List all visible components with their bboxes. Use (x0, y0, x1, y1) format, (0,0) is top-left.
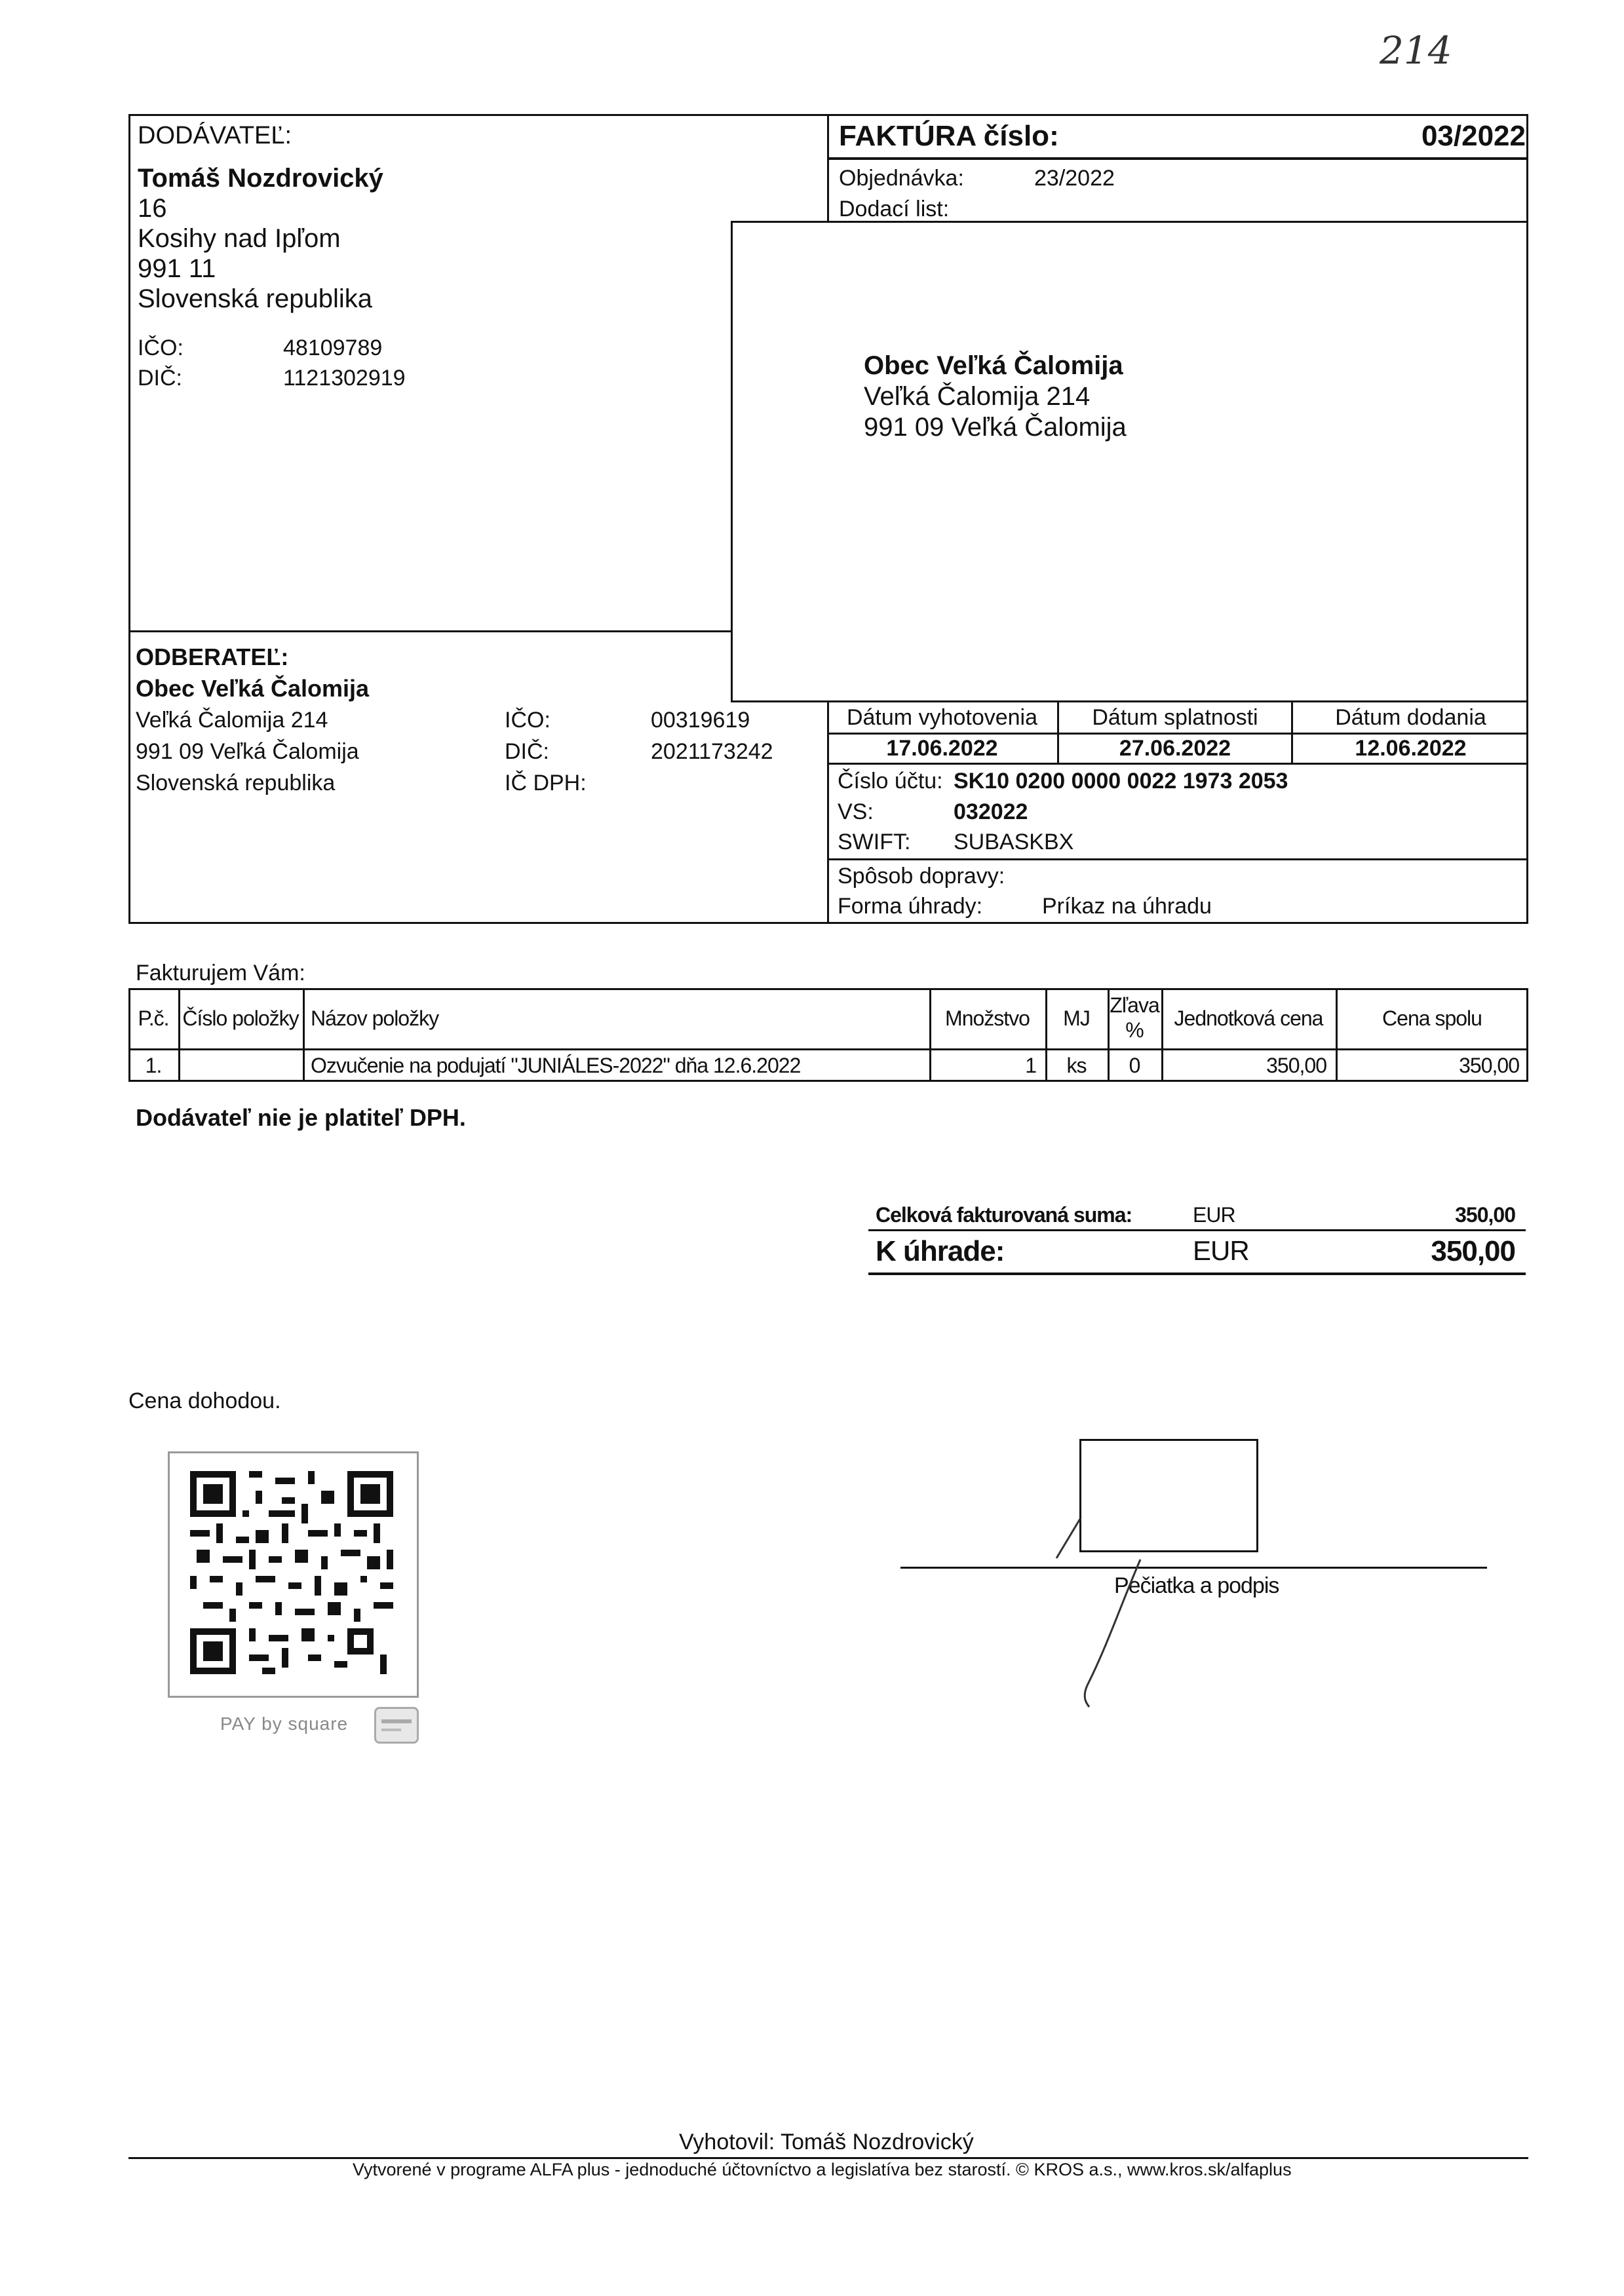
table-row-code (178, 1050, 303, 1082)
totals-rule-1 (868, 1229, 1526, 1231)
issue-date-label: Dátum vyhotovenia (846, 705, 1038, 730)
handwritten-page-number: 214 (1380, 28, 1452, 73)
col-header-qty: Množstvo (945, 1006, 1030, 1030)
supplier-country: Slovenská republika (138, 284, 372, 313)
totals-rule-2 (868, 1272, 1526, 1275)
vs-label: VS: (838, 799, 874, 824)
customer-ico-label: IČO: (505, 708, 551, 733)
invoiced-total-amount: 350,00 (1455, 1203, 1515, 1227)
items-intro: Fakturujem Vám: (136, 961, 305, 985)
col-header-discount (1108, 995, 1161, 1041)
invoiced-total-currency: EUR (1193, 1203, 1235, 1227)
vs-value: 032022 (954, 799, 1028, 824)
dates-bottom-rule (827, 763, 1528, 765)
swift-value: SUBASKBX (954, 830, 1074, 854)
table-row-total: 350,00 (1459, 1054, 1519, 1077)
invoiced-total-label: Celková fakturovaná suma: (876, 1203, 1132, 1227)
supplier-ico-label: IČO: (138, 335, 184, 360)
supplier-street: 16 (138, 194, 167, 223)
amount-due: 350,00 (1431, 1235, 1515, 1267)
customer-separator (128, 630, 733, 632)
due-date-label: Dátum splatnosti (1092, 705, 1258, 730)
customer-ico: 00319619 (651, 708, 750, 733)
supplier-name: Tomáš Nozdrovický (138, 164, 383, 193)
footer-rule (128, 2157, 1528, 2159)
supplier-city: Kosihy nad Ipľom (138, 224, 341, 253)
qr-caption: PAY by square (220, 1713, 349, 1734)
recipient-street: Veľká Čalomija 214 (864, 382, 1091, 411)
col-header-pc: P.č. (138, 1006, 169, 1030)
software-credit: Vytvorené v programe ALFA plus - jednoduché účtovníctvo a legislatíva bez starostí. © KROS a.s., www.kros.sk/alfaplus (353, 2160, 1292, 2179)
due-date: 27.06.2022 (1119, 736, 1231, 761)
recipient-name: Obec Veľká Čalomija (864, 351, 1123, 380)
col-header-discount-line2: % (1125, 1018, 1144, 1042)
payment-method: Príkaz na úhradu (1042, 894, 1212, 919)
table-row-unit: ks (1066, 1054, 1087, 1077)
col-header-name: Názov položky (311, 1006, 439, 1030)
col-header-unit: MJ (1063, 1006, 1090, 1030)
delivery-date-label: Dátum dodania (1335, 705, 1486, 730)
swift-label: SWIFT: (838, 830, 911, 854)
invoice-title-rule (827, 157, 1528, 160)
customer-heading: ODBERATEĽ: (136, 643, 289, 670)
payment-divider (827, 701, 829, 924)
prepared-by: Vyhotovil: Tomáš Nozdrovický (679, 2130, 974, 2154)
transport-rule (827, 858, 1528, 860)
amount-due-label: K úhrade: (876, 1235, 1005, 1267)
customer-dic: 2021173242 (651, 739, 773, 764)
order-number: 23/2022 (1034, 166, 1115, 191)
price-note: Cena dohodou. (128, 1388, 281, 1413)
customer-dic-label: DIČ: (505, 739, 549, 764)
supplier-dic: 1121302919 (283, 366, 406, 391)
col-header-discount-line1: Zľava (1110, 993, 1159, 1017)
amount-due-currency: EUR (1193, 1235, 1249, 1266)
customer-icdph-label: IČ DPH: (505, 771, 587, 795)
payment-method-label: Forma úhrady: (838, 894, 983, 919)
table-row-name: Ozvučenie na podujatí "JUNIÁLES-2022" dňa 12.6.2022 (311, 1054, 801, 1077)
recipient-address-box (731, 221, 1528, 702)
col-header-unit-price: Jednotková cena (1174, 1006, 1323, 1030)
card-icon (374, 1707, 419, 1744)
invoice-title: FAKTÚRA číslo: (839, 120, 1059, 152)
table-row-qty: 1 (1025, 1054, 1036, 1077)
customer-name: Obec Veľká Čalomija (136, 675, 370, 702)
supplier-ico: 48109789 (283, 335, 383, 360)
supplier-zip: 991 11 (138, 254, 216, 283)
supplier-heading: DODÁVATEĽ: (138, 122, 292, 149)
supplier-divider (827, 114, 829, 222)
customer-city: 991 09 Veľká Čalomija (136, 739, 359, 764)
col-header-code: Číslo položky (182, 1006, 299, 1030)
account-number: SK10 0200 0000 0022 1973 2053 (954, 769, 1288, 794)
transport-label: Spôsob dopravy: (838, 864, 1005, 889)
table-row-unit-price: 350,00 (1266, 1054, 1326, 1077)
table-row-pc: 1. (145, 1054, 162, 1077)
supplier-dic-label: DIČ: (138, 366, 182, 391)
handwritten-signature (1042, 1507, 1160, 1717)
customer-street: Veľká Čalomija 214 (136, 708, 328, 733)
col-header-total: Cena spolu (1382, 1006, 1482, 1030)
order-label: Objednávka: (839, 166, 964, 191)
delivery-date: 12.06.2022 (1355, 736, 1467, 761)
delivery-note-label: Dodací list: (839, 197, 950, 221)
signature-line (900, 1567, 1487, 1569)
issue-date: 17.06.2022 (886, 736, 998, 761)
account-label: Číslo účtu: (838, 769, 943, 794)
table-row-discount: 0 (1129, 1054, 1140, 1077)
recipient-city: 991 09 Veľká Čalomija (864, 413, 1127, 442)
stamp-label: Pečiatka a podpis (1114, 1573, 1279, 1598)
customer-country: Slovenská republika (136, 771, 336, 795)
invoice-number: 03/2022 (1421, 120, 1526, 152)
vat-note: Dodávateľ nie je platiteľ DPH. (136, 1104, 466, 1131)
dates-mid-rule (827, 733, 1528, 735)
pay-by-square-qr-icon (190, 1471, 393, 1674)
